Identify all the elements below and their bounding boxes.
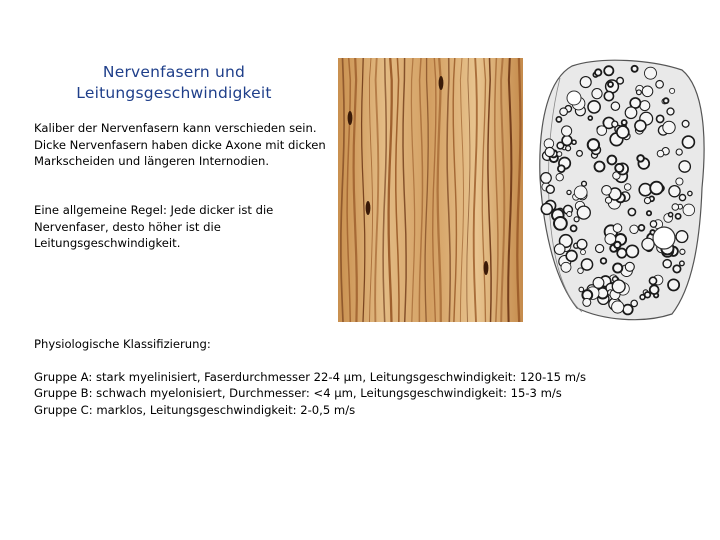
paragraph-rule bbox=[34, 202, 334, 252]
paragraph-line: Dicke Nervenfasern haben dicke Axone mit dicken bbox=[34, 137, 326, 152]
classification-heading: Physiologische Klassifizierung: bbox=[34, 337, 211, 351]
title-line-1: Nervenfasern und bbox=[102, 63, 246, 81]
paragraph-caliber bbox=[34, 120, 334, 170]
title-line-2: Leitungsgeschwindigkeit bbox=[76, 84, 272, 102]
paragraph-line: Kaliber der Nervenfasern kann verschieden sein. bbox=[34, 121, 317, 135]
group-a-line: Gruppe A: stark myelinisiert, Faserdurchmesser 22-4 µm, Leitungsgeschwindigkeit: 120-15 m/s bbox=[34, 369, 586, 384]
paragraph-line: Leitungsgeschwindigkeit. bbox=[34, 236, 181, 251]
group-b-line: Gruppe B: schwach myelonisiert, Durchmesser: <4 µm, Leitungsgeschwindigkeit: 15-3 m/s bbox=[34, 386, 562, 401]
paragraph-line: Eine allgemeine Regel: Jede dicker ist die bbox=[34, 203, 274, 217]
micrograph-cross-section-nerve-fibers bbox=[532, 58, 705, 322]
paragraph-line: Markscheiden und längeren Internodien. bbox=[34, 154, 270, 169]
group-c-line: Gruppe C: marklos, Leitungsgeschwindigkeit: 2-0,5 m/s bbox=[34, 402, 356, 417]
slide-title bbox=[60, 62, 288, 104]
micrograph-longitudinal-nerve-fibers bbox=[338, 58, 523, 322]
physiological-classification bbox=[34, 336, 694, 418]
paragraph-line: Nervenfaser, desto höher ist die bbox=[34, 219, 221, 234]
